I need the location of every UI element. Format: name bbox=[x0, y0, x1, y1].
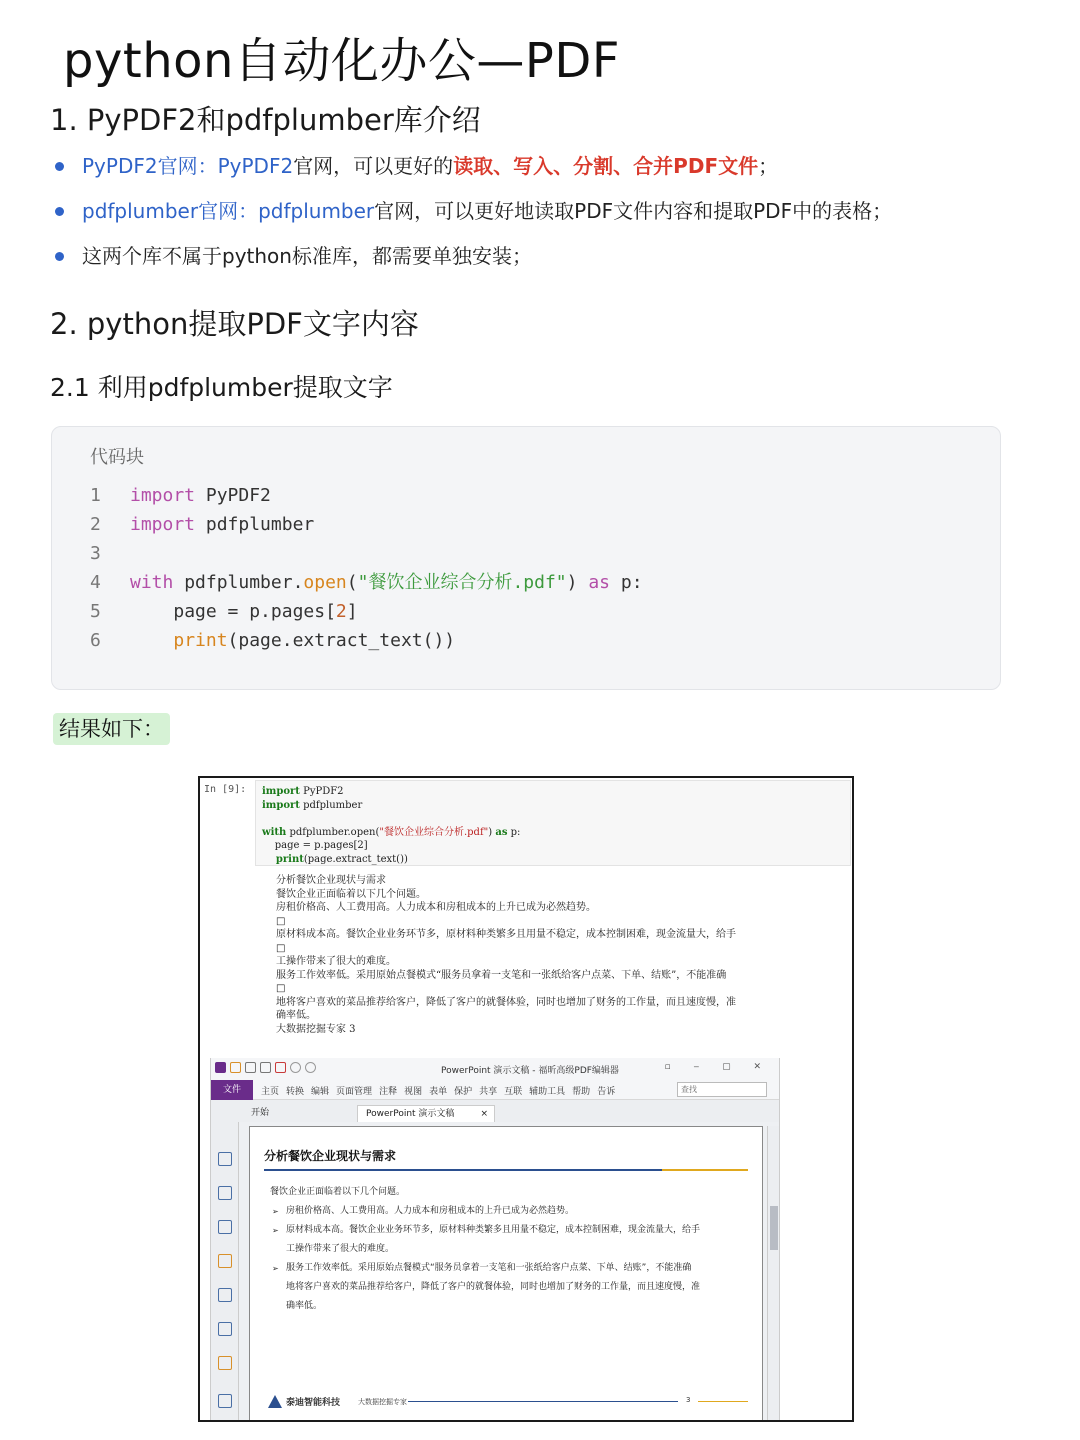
code-block-label: 代码块 bbox=[90, 447, 144, 468]
slide-bullet-cont: 确率低。 bbox=[286, 1301, 323, 1311]
function-name: print bbox=[173, 630, 228, 651]
form-icon[interactable] bbox=[218, 1394, 232, 1408]
code-text: ) bbox=[566, 572, 589, 593]
code-line bbox=[90, 626, 643, 655]
code-text: pdfplumber bbox=[195, 514, 315, 535]
output-line: 确率低。 bbox=[276, 1010, 316, 1021]
keyword: import bbox=[130, 514, 196, 535]
keyword: with bbox=[262, 826, 287, 838]
result-label: 结果如下： bbox=[53, 713, 170, 745]
menu-share[interactable]: 共享 bbox=[479, 1087, 498, 1097]
output-line: 地将客户喜欢的菜品推荐给客户，降低了客户的就餐体验，同时也增加了财务的工作量，而且速度慢，准 bbox=[276, 996, 736, 1008]
code-text: ) bbox=[488, 826, 496, 838]
menu-edit[interactable]: 编辑 bbox=[311, 1087, 330, 1097]
indent bbox=[130, 630, 173, 651]
bullet-pdfplumber bbox=[50, 193, 1050, 238]
code-line bbox=[90, 510, 643, 539]
pdfplumber-link[interactable]: pdfplumber bbox=[258, 199, 375, 223]
save-icon[interactable] bbox=[245, 1062, 256, 1073]
close-tab-icon[interactable]: × bbox=[480, 1109, 488, 1119]
bullet-dot bbox=[55, 252, 64, 261]
menu-items bbox=[261, 1084, 615, 1097]
heading-rule-gold bbox=[662, 1169, 748, 1171]
window-titlebar bbox=[211, 1058, 779, 1080]
notebook-prompt: In [9]: bbox=[204, 784, 247, 795]
arrow-bullet-icon: ➢ bbox=[272, 1226, 279, 1235]
pages-icon[interactable] bbox=[218, 1186, 232, 1200]
slide-body bbox=[270, 1183, 740, 1316]
slide-bullet-text: 房租价格高、人工费用高。人力成本和房租成本的上升已成为必然趋势。 bbox=[286, 1206, 575, 1216]
output-line: □ bbox=[276, 983, 286, 994]
bookmark-icon[interactable] bbox=[218, 1152, 232, 1166]
code-line bbox=[90, 539, 643, 568]
output-line: 服务工作效率低。采用原始点餐模式“服务员拿着一支笔和一张纸给客户点菜、下单、结账”，不能准确 bbox=[276, 969, 727, 981]
output-line: 大数据挖掘专家 3 bbox=[276, 1023, 356, 1035]
menu-convert[interactable]: 转换 bbox=[286, 1087, 305, 1097]
line-number: 3 bbox=[90, 543, 101, 564]
slide-bullet bbox=[270, 1259, 740, 1278]
slide-bullet-cont: 地将客户喜欢的菜品推荐给客户，降低了客户的就餐体验，同时也增加了财务的工作量，而且速度慢，准 bbox=[286, 1282, 701, 1292]
slide-bullet-text: 服务工作效率低。采用原始点餐模式“服务员拿着一支笔和一张纸给客户点菜、下单、结账”，不能准确 bbox=[286, 1263, 692, 1273]
window-controls[interactable]: ▫ ‒ ▢ ✕ bbox=[664, 1062, 771, 1072]
highlight-text: 读取、写入、分割、合并PDF文件 bbox=[453, 154, 759, 178]
string-literal: "餐饮企业综合分析.pdf" bbox=[357, 572, 567, 593]
intro-bullet-list bbox=[50, 148, 1050, 283]
output-line: □ bbox=[276, 942, 286, 954]
line-number: 1 bbox=[90, 485, 101, 506]
print-icon[interactable] bbox=[260, 1062, 271, 1073]
slide-footer bbox=[268, 1395, 748, 1415]
string-literal: "餐饮企业综合分析.pdf" bbox=[379, 826, 489, 838]
left-sidebar bbox=[211, 1122, 239, 1422]
code-text: page = p.pages[ bbox=[173, 601, 336, 622]
pdf-editor-window bbox=[210, 1058, 780, 1422]
slide-bullet-text: 原材料成本高。餐饮企业业务环节多，原材料种类繁多且用量不稳定，成本控制困难，现金流量大，给手 bbox=[286, 1225, 701, 1235]
code-text: pdfplumber. bbox=[173, 572, 304, 593]
page-title: python自动化办公—PDF bbox=[63, 33, 620, 89]
bullet-install bbox=[50, 238, 1050, 283]
code-text: pdfplumber bbox=[299, 799, 363, 811]
footer-subtitle: 大数据挖掘专家 bbox=[358, 1398, 407, 1406]
output-line: 餐饮企业正面临着以下几个问题。 bbox=[276, 888, 426, 900]
tab-document[interactable] bbox=[357, 1105, 495, 1122]
keyword: as bbox=[495, 826, 508, 838]
tab-start[interactable]: 开始 bbox=[251, 1108, 270, 1118]
app-logo-icon bbox=[215, 1062, 226, 1073]
line-number: 6 bbox=[90, 630, 101, 651]
code-text: (page.extract_text()) bbox=[227, 630, 456, 651]
bullet-dot bbox=[55, 207, 64, 216]
indent bbox=[130, 601, 173, 622]
pdf-page bbox=[249, 1126, 763, 1422]
file-menu[interactable]: 文件 bbox=[211, 1080, 253, 1100]
code-text: pdfplumber.open( bbox=[286, 826, 380, 838]
attachment-icon[interactable] bbox=[218, 1288, 232, 1302]
lock-icon[interactable] bbox=[218, 1356, 232, 1370]
redo-icon[interactable] bbox=[305, 1062, 316, 1073]
code-line bbox=[90, 481, 643, 510]
keyword: with bbox=[130, 572, 174, 593]
vertical-scrollbar[interactable] bbox=[767, 1126, 779, 1422]
bullet-text: 这两个库不属于python标准库，都需要单独安装； bbox=[82, 244, 532, 268]
menu-view[interactable]: 视图 bbox=[404, 1087, 423, 1097]
heading-rule-blue bbox=[264, 1169, 662, 1171]
slide-bullet bbox=[270, 1202, 740, 1221]
arrow-bullet-icon: ➢ bbox=[272, 1207, 279, 1216]
footer-rule-blue bbox=[408, 1401, 678, 1402]
menu-connect[interactable]: 互联 bbox=[504, 1087, 523, 1097]
search-input[interactable]: 查找 bbox=[677, 1082, 767, 1097]
notebook-output bbox=[276, 874, 836, 1036]
keyword: import bbox=[262, 786, 300, 797]
line-number: 5 bbox=[90, 601, 101, 622]
keyword: import bbox=[262, 799, 300, 811]
pdfplumber-site-link[interactable]: pdfplumber官网： bbox=[82, 199, 259, 223]
menu-help[interactable]: 帮助 bbox=[572, 1087, 591, 1097]
bullet-dot bbox=[55, 162, 64, 171]
code-text: p: bbox=[507, 826, 521, 838]
menu-home[interactable]: 主页 bbox=[261, 1087, 280, 1097]
code-line bbox=[90, 597, 643, 626]
layers-icon[interactable] bbox=[218, 1220, 232, 1234]
arrow-bullet-icon: ➢ bbox=[272, 1264, 279, 1273]
pypdf2-link[interactable]: PyPDF2 bbox=[217, 154, 294, 178]
code-text: ( bbox=[346, 572, 358, 593]
output-line: 分析餐饮企业现状与需求 bbox=[276, 875, 386, 886]
code-text: PyPDF2 bbox=[195, 485, 271, 506]
open-icon[interactable] bbox=[230, 1062, 241, 1073]
keyword: as bbox=[588, 572, 611, 593]
slide-bullet bbox=[270, 1221, 740, 1240]
bullet-pypdf2 bbox=[50, 148, 1050, 193]
section1-heading: 1. PyPDF2和pdfplumber库介绍 bbox=[50, 103, 481, 137]
menu-form[interactable]: 表单 bbox=[429, 1087, 448, 1097]
slide-bullet-cont: 工操作带来了很大的难度。 bbox=[286, 1244, 395, 1254]
document-tabs bbox=[211, 1100, 779, 1122]
output-line: 工操作带来了很大的难度。 bbox=[276, 956, 396, 967]
signature-icon[interactable] bbox=[218, 1322, 232, 1336]
code-text: PyPDF2 bbox=[299, 786, 344, 797]
keyword: print bbox=[262, 853, 304, 865]
notebook-code bbox=[262, 785, 520, 866]
quick-access-toolbar bbox=[215, 1062, 316, 1073]
footer-rule-gold bbox=[698, 1401, 748, 1402]
slide-intro: 餐饮企业正面临着以下几个问题。 bbox=[270, 1187, 406, 1197]
output-line: 原材料成本高。餐饮企业业务环节多，原材料种类繁多且用量不稳定，成本控制困难，现金流量大，给手 bbox=[276, 929, 736, 940]
bullet-text: 官网，可以更好的 bbox=[293, 154, 454, 178]
output-line: 房租价格高、人工费用高。人力成本和房租成本的上升已成为必然趋势。 bbox=[276, 902, 596, 913]
menu-comment[interactable]: 注释 bbox=[379, 1087, 398, 1097]
tab-document-label: PowerPoint 演示文稿 bbox=[366, 1109, 455, 1119]
pypdf2-site-link[interactable]: PyPDF2官网： bbox=[82, 154, 218, 178]
output-line: □ bbox=[276, 915, 286, 927]
notebook-code-cell[interactable] bbox=[255, 780, 851, 866]
section2-heading: 2. python提取PDF文字内容 bbox=[50, 307, 419, 341]
keyword: import bbox=[130, 485, 196, 506]
line-number: 2 bbox=[90, 514, 101, 535]
menu-tell-me[interactable]: 告诉 bbox=[597, 1087, 616, 1097]
pdf-icon[interactable] bbox=[275, 1062, 286, 1073]
window-title: PowerPoint 演示文稿 - 福昕高级PDF编辑器 bbox=[441, 1066, 619, 1076]
code-lines bbox=[90, 481, 643, 655]
menu-protect[interactable]: 保护 bbox=[454, 1087, 473, 1097]
footer-brand: 泰迪智能科技 bbox=[286, 1398, 341, 1408]
undo-icon[interactable] bbox=[290, 1062, 301, 1073]
code-text: (page.extract_text()) bbox=[303, 853, 408, 865]
comments-icon[interactable] bbox=[218, 1254, 232, 1268]
line-number: 4 bbox=[90, 572, 101, 593]
scrollbar-thumb[interactable] bbox=[770, 1206, 778, 1250]
menu-ribbon bbox=[211, 1080, 779, 1100]
number-literal: 2 bbox=[335, 601, 347, 622]
section2-1-heading: 2.1 利用pdfplumber提取文字 bbox=[50, 373, 393, 402]
bullet-end: ； bbox=[758, 154, 779, 178]
code-line bbox=[90, 568, 643, 597]
result-screenshot bbox=[198, 776, 854, 1422]
bullet-text: 官网，可以更好地读取PDF文件内容和提取PDF中的表格； bbox=[374, 199, 893, 223]
code-block[interactable] bbox=[51, 426, 1001, 690]
function-name: open bbox=[303, 572, 347, 593]
page-number: 3 bbox=[686, 1396, 691, 1404]
slide-heading: 分析餐饮企业现状与需求 bbox=[264, 1149, 397, 1163]
menu-accessibility[interactable]: 辅助工具 bbox=[529, 1087, 566, 1097]
company-logo-icon bbox=[268, 1395, 282, 1408]
menu-page-manage[interactable]: 页面管理 bbox=[336, 1087, 373, 1097]
code-text: page = p.pages[2] bbox=[262, 840, 368, 851]
code-text: ] bbox=[346, 601, 358, 622]
code-text: p: bbox=[610, 572, 643, 593]
